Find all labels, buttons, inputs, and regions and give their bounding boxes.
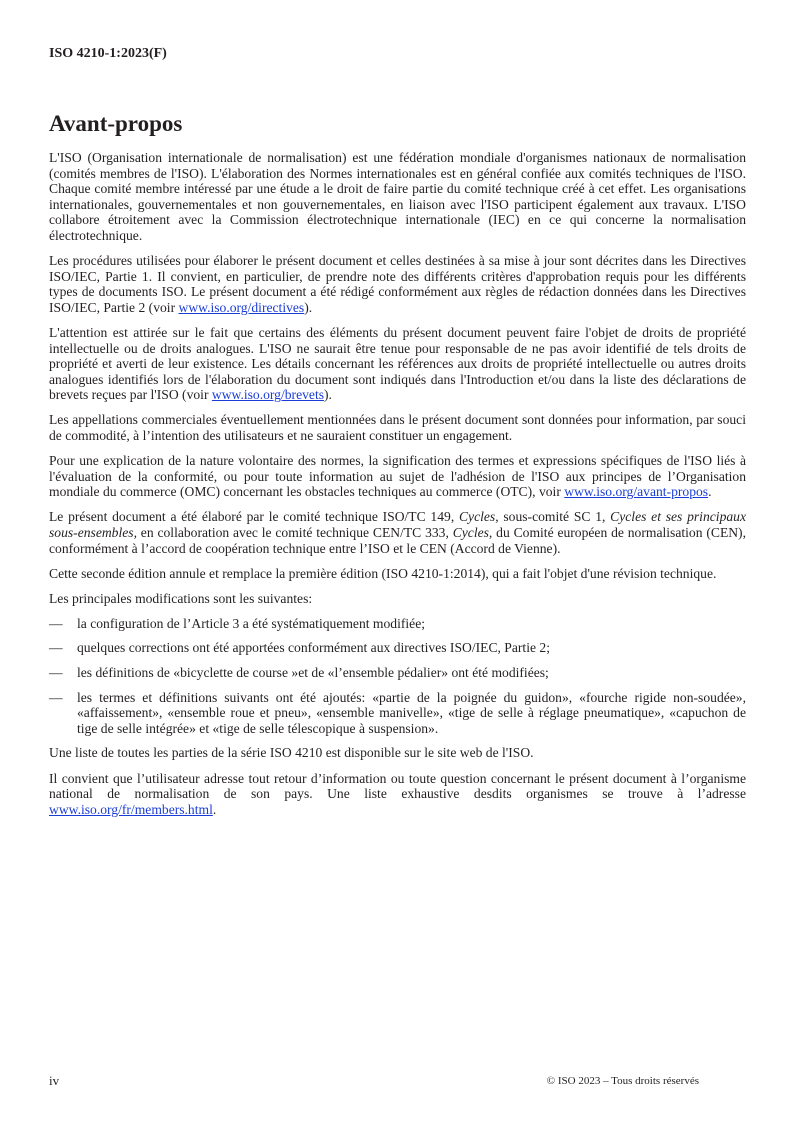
paragraph bbox=[49, 325, 746, 403]
paragraph bbox=[49, 745, 746, 761]
text-segment: en collaboration avec le comité technique CEN/TC 333, bbox=[136, 524, 453, 540]
document-id-header: ISO 4210-1:2023(F) bbox=[49, 46, 167, 61]
list-item bbox=[49, 616, 746, 632]
text-segment: Pour une explication de la nature volontaire des normes, la signification des termes et expressions spécifiques de l'ISO liés à l'évaluation de la conformité, ou pour toute information au sujet de l'adhésion de l'ISO aux principes de l’Organisation mondiale du commerce (OMC) concernant les obstacles techniques au commerce (OTC), voir bbox=[49, 453, 746, 500]
list-item-text bbox=[77, 690, 746, 737]
paragraph bbox=[49, 771, 746, 818]
paragraph bbox=[49, 591, 746, 607]
text-segment: Le présent document a été élaboré par le comité technique ISO/TC 149, bbox=[49, 509, 459, 525]
text-segment: du Comité européen de normalisation (CEN), conformément à l’accord de coopération technique entre l’ISO et le CEN (Accord de Vienne). bbox=[49, 524, 746, 556]
paragraph bbox=[49, 453, 746, 500]
text-segment: L'ISO (Organisation internationale de normalisation) est une fédération mondiale d'organismes nationaux de normalisation (comités membres de l'ISO). L'élaboration des Normes internationales est en général confiée aux comités techniques de l'ISO. Chaque comité membre intéressé par une étude a le droit de faire partie du comité technique créé à cet effet. Les organisations internationales, gouvernementales et non gouvernementales, en liaison avec l'ISO participent également aux travaux. L'ISO collabore étroitement avec la Commission électrotechnique internationale (IEC) en ce qui concerne la normalisation électrotechnique. bbox=[49, 150, 746, 243]
text-segment: la configuration de l’Article 3 a été systématiquement modifiée; bbox=[77, 615, 426, 631]
italic-text: Cycles et ses principaux sous-ensembles, bbox=[49, 509, 746, 540]
text-segment: quelques corrections ont été apportées conformément aux directives ISO/IEC, Partie 2; bbox=[77, 640, 550, 656]
text-segment: , sous-comité SC 1, bbox=[495, 509, 611, 525]
text-segment: Il convient que l’utilisateur adresse tout retour d’information ou toute question concernant le présent document à l’organisme national de normalisation de son pays. Une liste exhaustive desdits organismes se trouve à l’adresse bbox=[49, 770, 746, 802]
list-item bbox=[49, 665, 746, 681]
text-segment: Les procédures utilisées pour élaborer le présent document et celles destinées à sa mise à jour sont décrites dans les Directives ISO/IEC, Partie 1. Il convient, en particulier, de prendre note des différents critères d'approbation requis pour les différents types de documents ISO. Le présent document a été rédigé conformément aux règles de rédaction données dans les Directives ISO/IEC, Partie 2 (voir bbox=[49, 253, 746, 315]
text-segment: . bbox=[708, 484, 712, 500]
text-segment: Cette seconde édition annule et remplace la première édition (ISO 4210-1:2014), qui a fait l'objet d'une révision technique. bbox=[49, 565, 717, 581]
list-item bbox=[49, 640, 746, 656]
text-segment: L'attention est attirée sur le fait que certains des éléments du présent document peuvent faire l'objet de droits de propriété intellectuelle ou de droits analogues. L'ISO ne saurait être tenue pour responsable de ne pas avoir identifié de tels droits de propriété et averti de leur existence. Les détails concernant les références aux droits de propriété intellectuelle ou autres droits analogues identifiés lors de l'élaboration du document sont indiqués dans l'Introduction et/ou dans la liste des déclarations de brevets reçues par l'ISO (voir bbox=[49, 324, 746, 403]
url-link[interactable]: www.iso.org/brevets bbox=[211, 387, 325, 403]
paragraph bbox=[49, 412, 746, 443]
list-item-text bbox=[77, 665, 746, 681]
list-item-text bbox=[77, 640, 746, 656]
url-link[interactable]: www.iso.org/fr/members.html bbox=[49, 801, 213, 817]
text-segment: les définitions de «bicyclette de course »et de «l’ensemble pédalier» ont été modifiées; bbox=[77, 665, 549, 681]
list-item bbox=[49, 690, 746, 737]
url-link[interactable]: www.iso.org/avant-propos bbox=[564, 484, 709, 500]
paragraph bbox=[49, 509, 746, 556]
italic-text: Cycles, bbox=[452, 524, 493, 540]
section-title: Avant-propos bbox=[49, 111, 183, 136]
italic-text: Cycles bbox=[458, 509, 496, 525]
text-segment: . bbox=[212, 801, 217, 817]
paragraph bbox=[49, 253, 746, 315]
paragraph bbox=[49, 566, 746, 582]
copyright-notice: © ISO 2023 – Tous droits réservés bbox=[546, 1075, 699, 1087]
text-segment: ). bbox=[324, 387, 332, 403]
list-dash: — bbox=[49, 615, 63, 631]
list-item-text bbox=[77, 616, 746, 632]
foreword-body bbox=[49, 150, 746, 827]
text-segment: ). bbox=[304, 299, 313, 315]
paragraph bbox=[49, 150, 746, 244]
list-dash: — bbox=[49, 640, 63, 656]
url-link[interactable]: www.iso.org/directives bbox=[178, 299, 305, 315]
text-segment: Les appellations commerciales éventuellement mentionnées dans le présent document sont données pour information, par souci de commodité, à l’intention des utilisateurs et ne sauraient constituer un engagement. bbox=[49, 412, 746, 443]
text-segment: Une liste de toutes les parties de la série ISO 4210 est disponible sur le site web de l'ISO. bbox=[49, 745, 534, 761]
text-segment: Les principales modifications sont les suivantes: bbox=[49, 590, 313, 606]
list-dash: — bbox=[49, 665, 63, 681]
page-number: iv bbox=[49, 1073, 60, 1088]
list-dash: — bbox=[49, 689, 63, 705]
text-segment: les termes et définitions suivants ont été ajoutés: «partie de la poignée du guidon», «fourche rigide non-soudée», «affaissement», «ensemble roue et pneu», «ensemble manivelle», «tige de selle à réglage pneumatique», «capuchon de tige de selle intégrée» et «tige de selle télescopique à suspension». bbox=[77, 689, 746, 736]
